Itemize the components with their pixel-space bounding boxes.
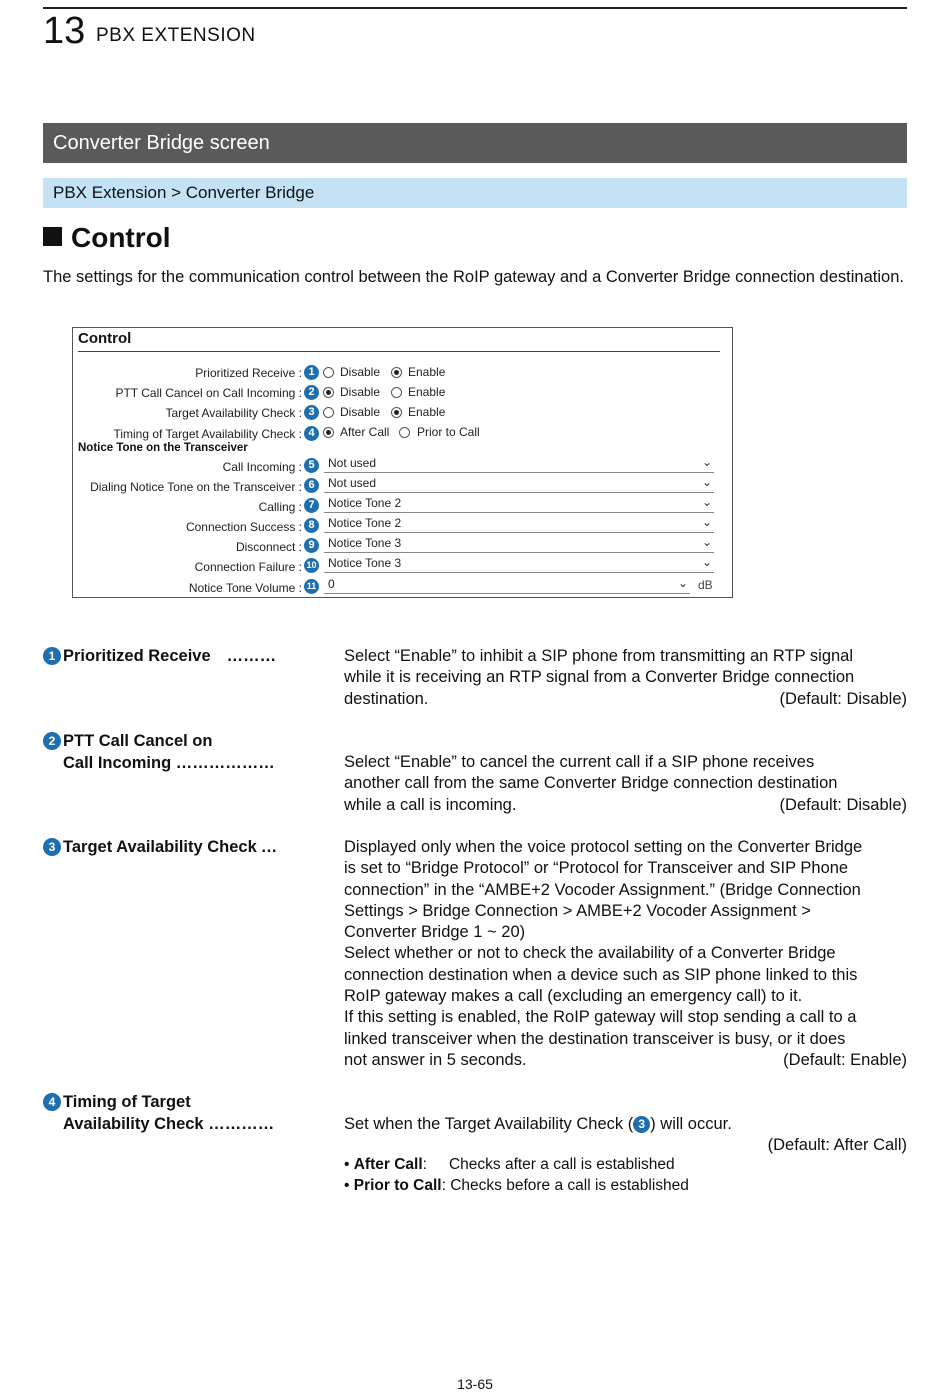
chevron-down-icon: ⌄ [701,475,712,489]
chevron-down-icon: ⌄ [701,555,712,569]
connection-failure-select[interactable]: Notice Tone 3 ⌄ [324,555,714,573]
prioritized-receive-disable-radio[interactable] [323,367,334,378]
ptt-call-cancel-disable-radio[interactable] [323,387,334,398]
timing-target-availability-label: Timing of Target Availability Check : [113,427,302,441]
badge-11: 11 [304,579,319,594]
radio-label: Disable [340,365,381,379]
item-2-description: Select “Enable” to cancel the current call if a SIP phone receives another call from the same Converter Bridge connection destination while a call is incoming. (Default: Disable) [344,752,907,816]
header-rule [43,7,907,9]
badge-3: 3 [304,405,319,420]
item-2-title: 2 PTT Call Cancel on Call Incoming ……………… [43,731,275,774]
chapter-title: PBX EXTENSION [96,25,256,46]
radio-label: After Call [340,425,390,439]
badge-6: 6 [304,478,319,493]
target-availability-check-label: Target Availability Check : [165,406,302,420]
connection-success-label: Connection Success : [185,520,302,534]
volume-unit: dB [698,578,713,592]
badge-4: 4 [43,1093,61,1111]
badge-8: 8 [304,518,319,533]
list-item: • After Call: Checks after a call is established [344,1156,675,1173]
target-availability-enable-radio[interactable] [391,407,402,418]
badge-4: 4 [304,426,319,441]
timing-prior-to-call-radio[interactable] [399,427,410,438]
badge-3: 3 [633,1116,650,1133]
item-1-description: Select “Enable” to inhibit a SIP phone from transmitting an RTP signal while it is receiving an RTP signal from a Converter Bridge connection destination. (Default: Disable) [344,646,907,710]
disconnect-label: Disconnect : [235,540,302,554]
control-heading: Control [43,220,171,256]
chapter-number: 13 [43,10,86,52]
radio-label: Disable [340,405,381,419]
badge-2: 2 [43,732,61,750]
badge-1: 1 [304,365,319,380]
chevron-down-icon: ⌄ [701,455,712,469]
notice-tone-subheading: Notice Tone on the Transceiver [78,442,248,454]
page-number: 13-65 [457,1376,493,1392]
call-incoming-label: Call Incoming : [222,460,302,474]
ptt-call-cancel-enable-radio[interactable] [391,387,402,398]
default-value: (Default: Disable) [779,795,907,814]
chevron-down-icon: ⌄ [701,515,712,529]
chevron-down-icon: ⌄ [701,535,712,549]
square-bullet-icon [43,227,62,246]
badge-7: 7 [304,498,319,513]
timing-after-call-radio[interactable] [323,427,334,438]
calling-select[interactable]: Notice Tone 2 ⌄ [324,495,714,513]
prioritized-receive-enable-radio[interactable] [391,367,402,378]
item-4-description: Set when the Target Availability Check ( 3 ) will occur. (Default: After Call) [344,1114,907,1157]
default-value: (Default: Enable) [783,1050,907,1069]
timing-options-list [344,1155,689,1196]
radio-label: Prior to Call [417,425,480,439]
radio-label: Disable [340,385,381,399]
badge-9: 9 [304,538,319,553]
call-incoming-select[interactable]: Not used ⌄ [324,455,714,473]
breadcrumb: PBX Extension > Converter Bridge [43,178,907,208]
item-1-title: 1 Prioritized Receive ……… [43,646,276,668]
control-settings-panel [72,327,733,598]
dialing-notice-tone-select[interactable]: Not used ⌄ [324,475,714,493]
badge-5: 5 [304,458,319,473]
badge-3: 3 [43,838,61,856]
badge-10: 10 [304,558,319,573]
item-3-title: 3 Target Availability Check … [43,837,277,859]
badge-2: 2 [304,385,319,400]
panel-rule [78,351,720,352]
radio-label: Enable [408,385,446,399]
radio-label: Enable [408,365,446,379]
item-3-description: Displayed only when the voice protocol setting on the Converter Bridge is set to “Bridge Protocol” or “Protocol for Transceiver and SIP Phone connection” in the “AMBE+2 Vocoder Assignment.” (Bridge Connection Settings > Bridge Connection > AMBE+2 Vocoder Assignment > Converter Bridge 1 ~ 20) Select whether or not to check the availability of a Converter Bridge connection destination when a device such as SIP phone linked to this RoIP gateway makes a call (excluding an emergency call) to it. If this setting is enabled, the RoIP gateway will stop sending a call to a linked transceiver when the destination transceiver is busy, or it does not answer in 5 seconds. (Default: Enable) [344,837,907,1071]
prioritized-receive-label: Prioritized Receive : [195,366,302,380]
radio-label: Enable [408,405,446,419]
badge-1: 1 [43,647,61,665]
default-value: (Default: Disable) [779,689,907,708]
dialing-notice-tone-label: Dialing Notice Tone on the Transceiver : [90,480,302,494]
target-availability-disable-radio[interactable] [323,407,334,418]
notice-tone-volume-select[interactable]: 0 ⌄ [324,576,690,594]
section-title: Converter Bridge screen [43,123,907,163]
ptt-call-cancel-label: PTT Call Cancel on Call Incoming : [115,386,302,400]
chevron-down-icon: ⌄ [701,495,712,509]
panel-title: Control [78,330,132,347]
connection-success-select[interactable]: Notice Tone 2 ⌄ [324,515,714,533]
intro-text: The settings for the communication control between the RoIP gateway and a Converter Bridge connection destination. [43,268,904,286]
calling-label: Calling : [258,500,302,514]
chevron-down-icon: ⌄ [677,576,688,590]
default-value: (Default: After Call) [767,1136,907,1155]
disconnect-select[interactable]: Notice Tone 3 ⌄ [324,535,714,553]
connection-failure-label: Connection Failure : [194,560,302,574]
list-item: • Prior to Call: Checks before a call is established [344,1176,689,1194]
notice-tone-volume-label: Notice Tone Volume : [188,581,302,595]
item-4-title: 4 Timing of Target Availability Check ………… [43,1092,274,1135]
